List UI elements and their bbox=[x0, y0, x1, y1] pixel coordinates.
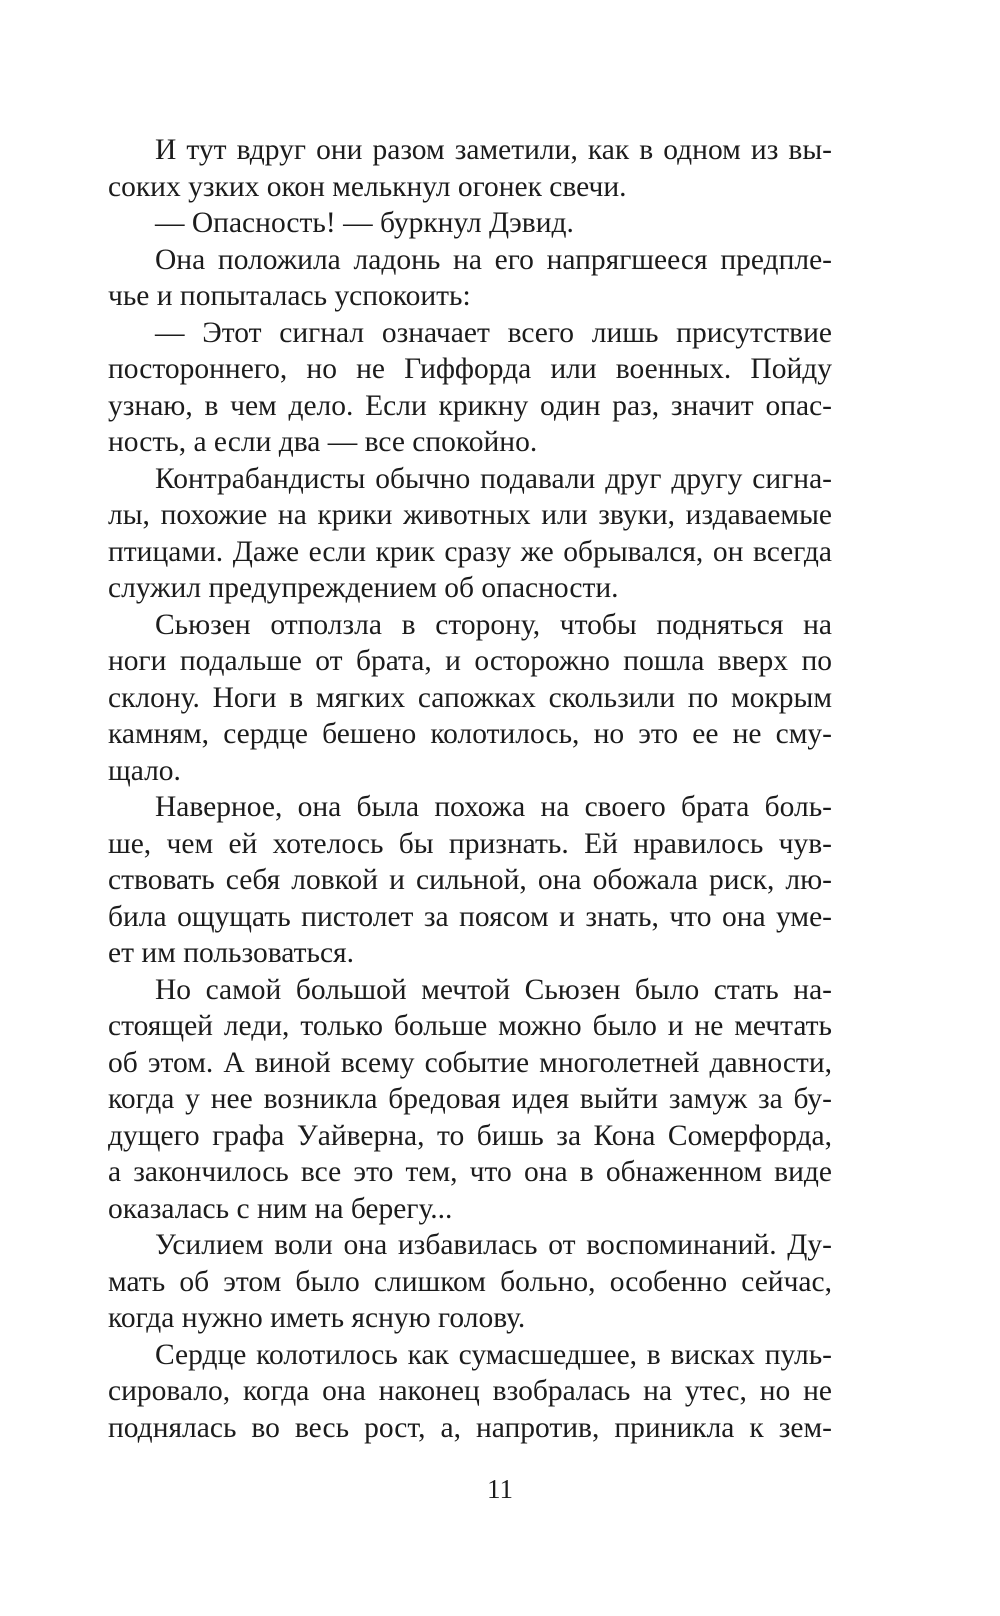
text-line: — Этот сигнал означает всего лишь присутствие bbox=[155, 316, 832, 349]
text-line: Наверное, она была похожа на своего брата боль- bbox=[155, 791, 832, 823]
text-line: соких узких окон мелькнул огонек свечи. bbox=[108, 170, 627, 203]
text-line: сировало, когда она наконец взобралась на утес, но не bbox=[108, 1375, 832, 1407]
text-line: постороннего, но не Гиффорда или военных. Пойду bbox=[108, 353, 832, 385]
text-line: щало. bbox=[108, 754, 181, 787]
text-line: чье и попыталась успокоить: bbox=[108, 280, 471, 312]
text-line: ность, а если два — все спокойно. bbox=[108, 426, 538, 458]
text-line: лы, похожие на крики животных или звуки, издаваемые bbox=[108, 499, 832, 531]
text-line: ет им пользоваться. bbox=[108, 937, 354, 969]
text-line: — Опасность! — буркнул Дэвид. bbox=[155, 207, 574, 239]
text-line: об этом. А виной всему событие многолетней давности, bbox=[108, 1046, 832, 1079]
text-line: а закончилось все это тем, что она в обнаженном виде bbox=[108, 1156, 832, 1188]
text-line: камням, сердце бешено колотилось, но это ее не сму- bbox=[108, 718, 832, 750]
text-line: склону. Ноги в мягких сапожках скользили по мокрым bbox=[108, 681, 832, 714]
text-line: когда у нее возникла бредовая идея выйти замуж за бу- bbox=[108, 1083, 832, 1115]
text-line: поднялась во весь рост, а, напротив, приникла к зем- bbox=[108, 1411, 832, 1444]
text-line: ше, чем ей хотелось бы признать. Ей нравилось чув- bbox=[108, 827, 832, 860]
text-line: мать об этом было слишком больно, особенно сейчас, bbox=[108, 1265, 832, 1298]
text-line: птицами. Даже если крик сразу же обрывался, он всегда bbox=[108, 535, 832, 568]
text-line: Она положила ладонь на его напрягшееся предпле- bbox=[155, 243, 832, 276]
text-line: стоящей леди, только больше можно было и не мечтать bbox=[108, 1010, 832, 1042]
text-line: когда нужно иметь ясную голову. bbox=[108, 1302, 526, 1334]
text-line: ноги подальше от брата, и осторожно пошла вверх по bbox=[108, 645, 832, 677]
text-line: Усилием воли она избавилась от воспоминаний. Ду- bbox=[155, 1229, 832, 1261]
text-line: оказалась с ним на берегу... bbox=[108, 1192, 453, 1225]
text-line: служил предупреждением об опасности. bbox=[108, 572, 619, 604]
text-line: И тут вдруг они разом заметили, как в одном из вы- bbox=[155, 134, 832, 166]
text-line: узнаю, в чем дело. Если крикну один раз, значит опас- bbox=[108, 389, 832, 422]
text-line: ствовать себя ловкой и сильной, она обожала риск, лю- bbox=[108, 864, 832, 896]
text-line: Сьюзен отползла в сторону, чтобы подняться на bbox=[155, 608, 832, 641]
text-line: дущего графа Уайверна, то бишь за Кона Сомерфорда, bbox=[108, 1119, 832, 1152]
page-number: 11 bbox=[487, 1474, 513, 1504]
text-line: Сердце колотилось как сумасшедшее, в висках пуль- bbox=[155, 1338, 832, 1371]
text-line: била ощущать пистолет за поясом и знать, что она уме- bbox=[108, 900, 832, 933]
text-line: Контрабандисты обычно подавали друг другу сигна- bbox=[155, 462, 832, 495]
body-text bbox=[108, 132, 832, 1446]
text-line: Но самой большой мечтой Сьюзен было стать на- bbox=[155, 973, 832, 1006]
